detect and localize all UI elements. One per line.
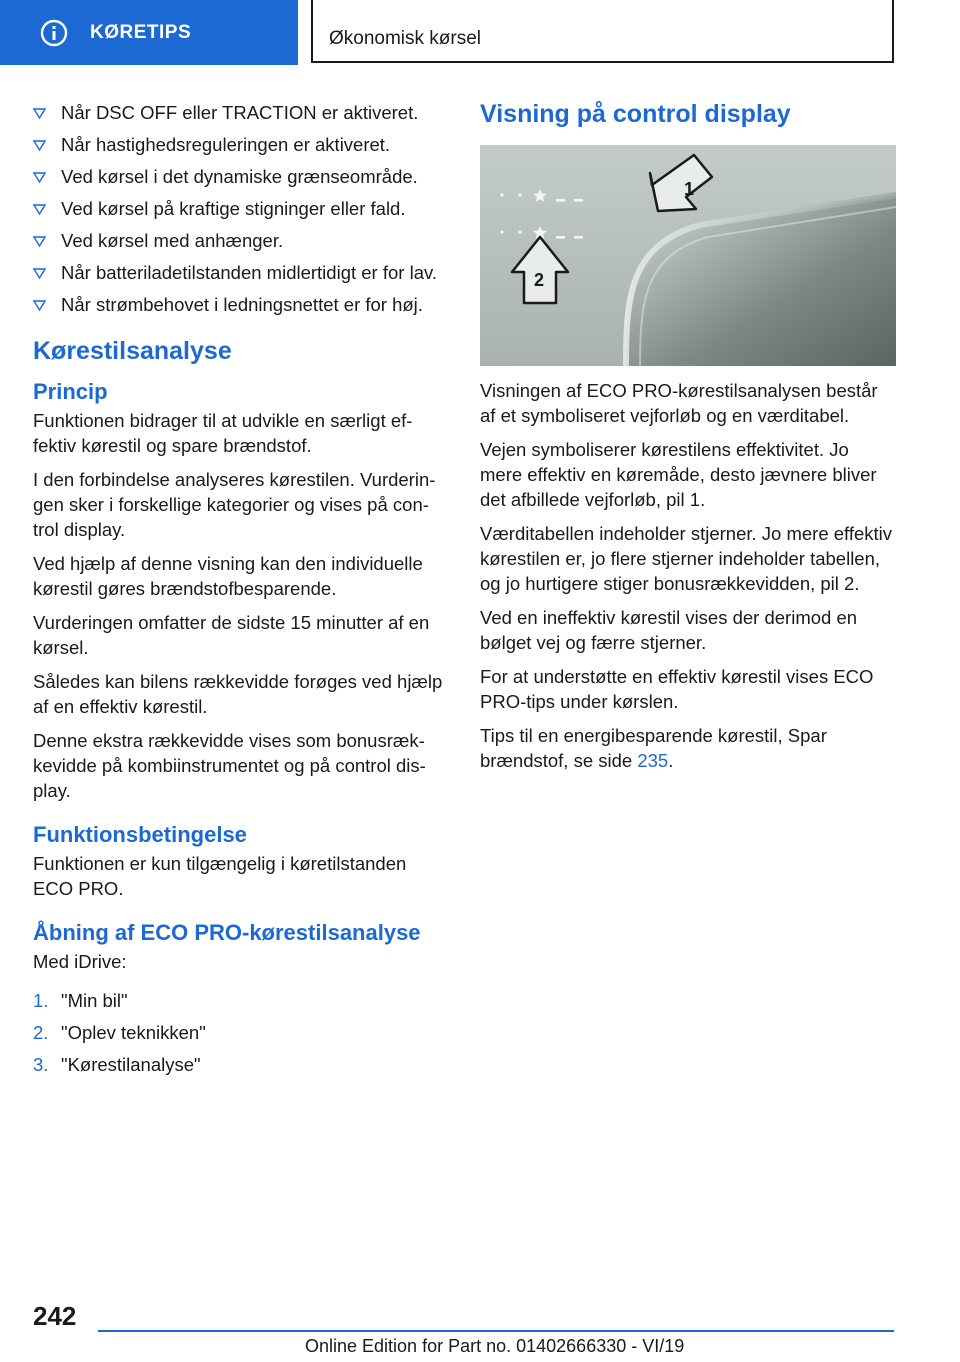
left-column [33,100,448,1084]
heading-function-condition: Funktionsbetingelse [33,822,247,847]
step-text: "Oplev teknikken" [61,1022,206,1043]
paragraph: I den forbindelse analyseres kørestilen. Vurderingen sker i forskellige kategorier og vises på control display. [33,469,436,540]
step-list [33,988,448,1077]
page-reference-link[interactable]: 235 [637,750,669,771]
page-number: 242 [33,1301,77,1331]
paragraph: For at understøtte en effektiv kørestil vises ECO PRO-tips under kørslen. [480,666,874,712]
list-item: Når DSC OFF eller TRACTION er aktiveret. [33,100,448,125]
condition-list [33,100,448,317]
paragraph: Funktionen er kun tilgængelig i køretilstanden ECO PRO. [33,853,407,899]
paragraph: Ved en ineffektiv kørestil vises der derimod en bølget vej og færre stjerner. [480,607,858,653]
step-number: 1. [33,990,49,1011]
list-item: Når batteriladetilstanden midlertidigt er for lav. [33,260,448,285]
footer-edition-text: Online Edition for Part no. 01402666330 - VI/19 [305,1336,685,1356]
list-item [33,1052,448,1077]
step-text: "Kørestilanalyse" [61,1054,201,1075]
paragraph: Ved hjælp af denne visning kan den individuelle kørestil gøres brændstofbesparende. [33,553,423,599]
triangle-bullet-icon [33,268,46,279]
eco-pro-display-illustration [480,145,896,366]
heading-driving-analysis: Kørestilsanalyse [33,337,232,365]
triangle-bullet-icon [33,172,46,183]
paragraph: Således kan bilens rækkevidde forøges ved hjælp af en effektiv kørestil. [33,671,443,717]
list-item: Når hastighedsreguleringen er aktiveret. [33,132,448,157]
step-text: "Min bil" [61,990,128,1011]
triangle-bullet-icon [33,140,46,151]
list-item [33,988,448,1013]
paragraph: Visningen af ECO PRO-kørestilsanalysen består af et symboliseret vejforløb og en værditabel. [480,380,878,426]
triangle-bullet-icon [33,300,46,311]
section-title: Økonomisk kørsel [329,28,482,49]
paragraph: Med iDrive: [33,951,127,972]
list-item: Ved kørsel på kraftige stigninger eller fald. [33,196,448,221]
heading-principle: Princip [33,379,108,404]
svg-text:2: 2 [534,270,545,290]
section-header [311,0,894,63]
step-number: 2. [33,1022,49,1043]
chapter-tab-label: KØRETIPS [90,21,192,43]
step-number: 3. [33,1054,49,1075]
tips-paragraph: Tips til en energibesparende kørestil, Spar brændstof, se side 235. [480,725,827,771]
list-item [33,1020,448,1045]
heading-control-display: Visning på control display [480,100,791,128]
paragraph: Funktionen bidrager til at udvikle en særligt effektiv kørestil og spare brændstof. [33,410,413,456]
list-item: Ved kørsel med anhænger. [33,228,448,253]
svg-text:1: 1 [684,179,695,199]
paragraph: Vejen symboliserer kørestilens effektivitet. Jo mere effektiv en køremåde, desto jævnere bliver det afbillede vejforløb, pil 1. [480,439,877,510]
triangle-bullet-icon [33,108,46,119]
triangle-bullet-icon [33,204,46,215]
list-item: Ved kørsel i det dynamiske grænseområde. [33,164,448,189]
header-tab [0,0,298,65]
right-column [480,100,896,782]
info-icon [40,19,68,47]
footer-divider [98,1330,894,1332]
paragraph: Værditabellen indeholder stjerner. Jo mere effektiv kørestilen er, jo flere stjerner indeholder tabellen, og jo hurtigere stiger bonusrækkevidden, pil 2. [480,523,893,594]
list-item: Når strømbehovet i ledningsnettet er for høj. [33,292,448,317]
heading-opening-analysis: Åbning af ECO PRO-kørestilsanalyse [33,920,421,945]
triangle-bullet-icon [33,236,46,247]
paragraph: Vurderingen omfatter de sidste 15 minutter af en kørsel. [33,612,430,658]
paragraph: Denne ekstra rækkevidde vises som bonusrækkevidde på kombiinstrumentet og på control display. [33,730,426,801]
